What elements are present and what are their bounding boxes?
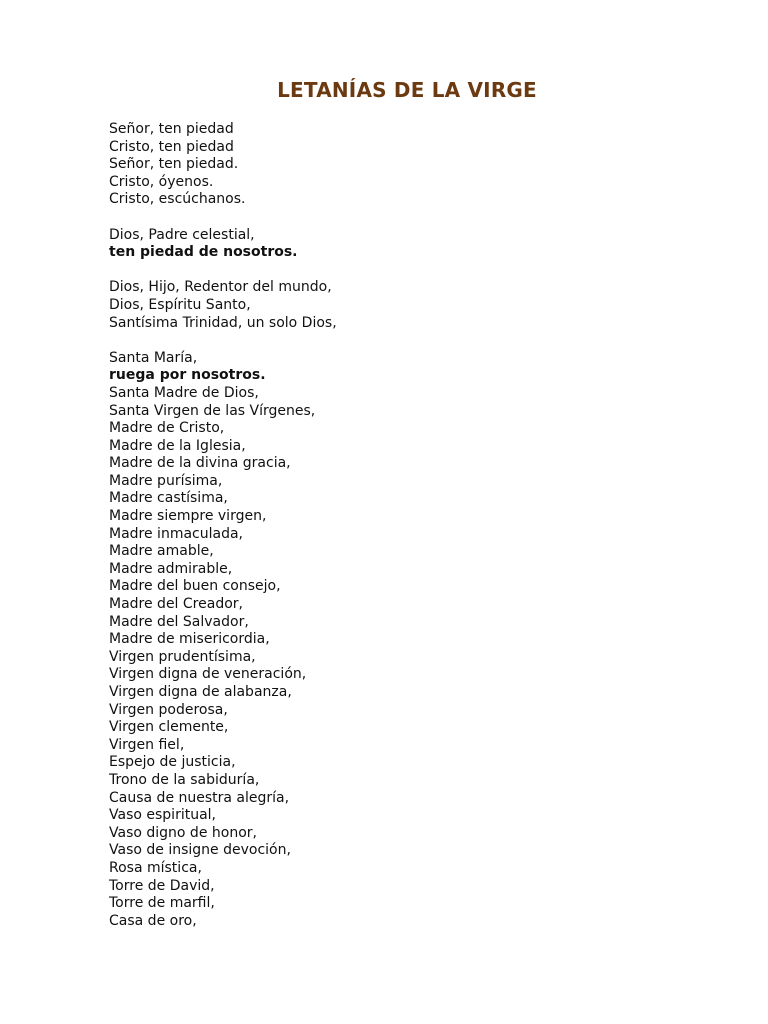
litany-line: Señor, ten piedad	[109, 121, 234, 137]
litany-line: Vaso espiritual,	[109, 807, 216, 824]
litany-text	[109, 121, 729, 930]
litany-line: Cristo, óyenos.	[109, 173, 214, 190]
litany-line: Casa de oro,	[109, 912, 197, 929]
litany-line: Torre de David,	[109, 877, 215, 894]
stanza-gap	[109, 262, 729, 280]
litany-line: Trono de la sabiduría,	[109, 771, 260, 788]
litany-line: Virgen digna de alabanza,	[109, 684, 292, 700]
litany-line: Madre de Cristo,	[109, 420, 225, 437]
litany-line: Madre de la Iglesia,	[109, 437, 246, 454]
litany-line: Rosa mística,	[109, 859, 202, 876]
litany-line: Madre del Creador,	[109, 596, 243, 613]
litany-line: Santa María,	[109, 349, 198, 366]
litany-line: Dios, Hijo, Redentor del mundo,	[109, 279, 332, 296]
stanza-gap	[109, 209, 729, 227]
response-line: ten piedad de nosotros.	[109, 244, 298, 261]
litany-line: Madre admirable,	[109, 560, 233, 577]
litany-line: Virgen fiel,	[109, 736, 185, 753]
litany-line: Vaso digno de honor,	[109, 824, 257, 841]
litany-line: Madre de la divina gracia,	[109, 455, 291, 472]
litany-line: Cristo, escúchanos.	[109, 191, 246, 208]
litany-line: Madre castísima,	[109, 490, 228, 507]
litany-line: Virgen prudentísima,	[109, 648, 256, 665]
litany-line: Madre del buen consejo,	[109, 578, 281, 595]
litany-line: Virgen poderosa,	[109, 701, 228, 718]
litany-line: Santa Madre de Dios,	[109, 384, 259, 401]
response-line: ruega por nosotros.	[109, 367, 266, 384]
litany-line: Torre de marfil,	[109, 895, 215, 912]
litany-line: Vaso de insigne devoción,	[109, 842, 291, 859]
litany-line: Madre de misericordia,	[109, 631, 270, 648]
litany-line: Madre purísima,	[109, 472, 223, 489]
litany-line: Santa Virgen de las Vírgenes,	[109, 402, 316, 419]
litany-line: Virgen clemente,	[109, 719, 229, 736]
litany-line: Causa de nuestra alegría,	[109, 789, 290, 806]
litany-line: Señor, ten piedad.	[109, 156, 239, 173]
litany-line: Santísima Trinidad, un solo Dios,	[109, 314, 337, 331]
litany-line: Dios, Padre celestial,	[109, 226, 255, 243]
page-title: LETANÍAS DE LA VIRGE	[277, 78, 537, 102]
litany-line: Cristo, ten piedad	[109, 138, 234, 155]
litany-line: Madre inmaculada,	[109, 525, 243, 542]
litany-line: Madre del Salvador,	[109, 613, 249, 630]
stanza-gap	[109, 332, 729, 350]
litany-line: Virgen digna de veneración,	[109, 666, 307, 683]
litany-line: Dios, Espíritu Santo,	[109, 296, 251, 313]
litany-line: Madre amable,	[109, 543, 214, 560]
litany-line: Madre siempre virgen,	[109, 508, 267, 525]
litany-line: Espejo de justicia,	[109, 754, 236, 771]
